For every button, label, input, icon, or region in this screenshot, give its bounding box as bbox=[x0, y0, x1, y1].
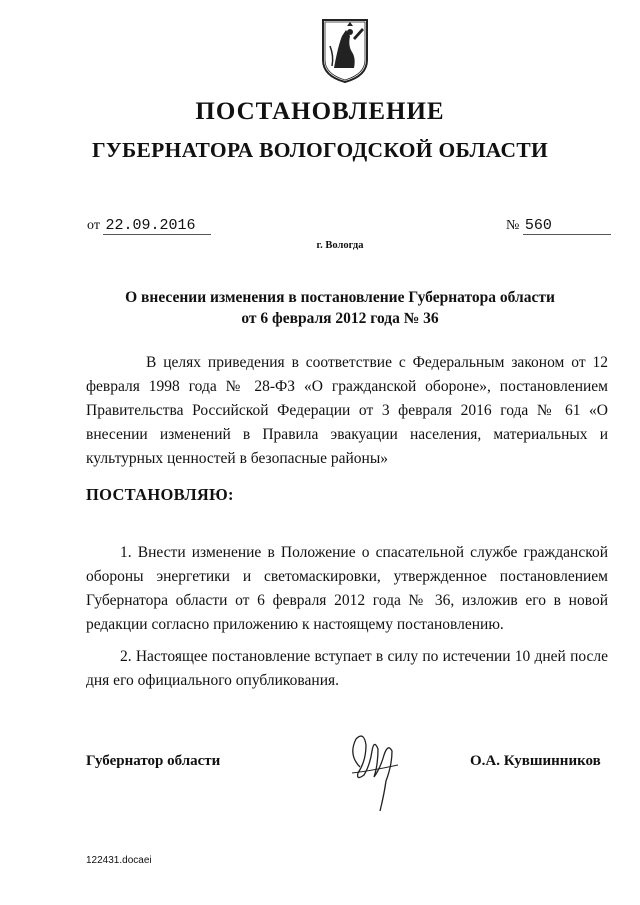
signatory-name: О.А. Кувшинников bbox=[470, 753, 601, 769]
document-subtitle: ГУБЕРНАТОРА ВОЛОГОДСКОЙ ОБЛАСТИ bbox=[91, 138, 549, 162]
decree-heading: ПОСТАНОВЛЯЮ: bbox=[86, 485, 234, 504]
subject-line-1: О внесении изменения в постановление Губернатора области bbox=[125, 289, 555, 306]
number-field bbox=[506, 218, 611, 235]
date-prefix: от bbox=[87, 218, 100, 233]
city-label: г. Вологда bbox=[316, 240, 364, 251]
number-value: 560 bbox=[523, 218, 611, 235]
document-title: ПОСТАНОВЛЕНИЕ bbox=[195, 98, 445, 125]
signatory-position: Губернатор области bbox=[86, 753, 221, 769]
preamble-paragraph: В целях приведения в соответствие с Федеральным законом от 12 февраля 1998 года № 28-ФЗ «О гражданской обороне», постановлением Правительства Российской Федерации от 3 февраля 2016 года № 61 «О внесении изменений в Правила эвакуации населения, материальных и культурных ценностей в безопасные районы» bbox=[86, 354, 608, 467]
coat-of-arms-icon bbox=[320, 16, 370, 84]
date-value: 22.09.2016 bbox=[103, 218, 211, 235]
item-1-paragraph: 1. Внести изменение в Положение о спасательной службе гражданской обороны энергетики и светомаскировки, утвержденное постановлением Губернатора области от 6 февраля 2012 года № 36, изложив его в новой редакции согласно приложению к настоящему постановлению. bbox=[86, 544, 608, 633]
number-prefix: № bbox=[506, 218, 520, 233]
subject-heading bbox=[0, 287, 640, 329]
item-2-paragraph: 2. Настоящее постановление вступает в силу по истечении 10 дней после дня его официального опубликования. bbox=[86, 648, 608, 689]
date-field bbox=[87, 218, 211, 235]
file-reference: 122431.docaei bbox=[86, 855, 152, 866]
subject-line-2: от 6 февраля 2012 года № 36 bbox=[241, 310, 439, 327]
handwritten-signature-icon bbox=[340, 725, 410, 813]
